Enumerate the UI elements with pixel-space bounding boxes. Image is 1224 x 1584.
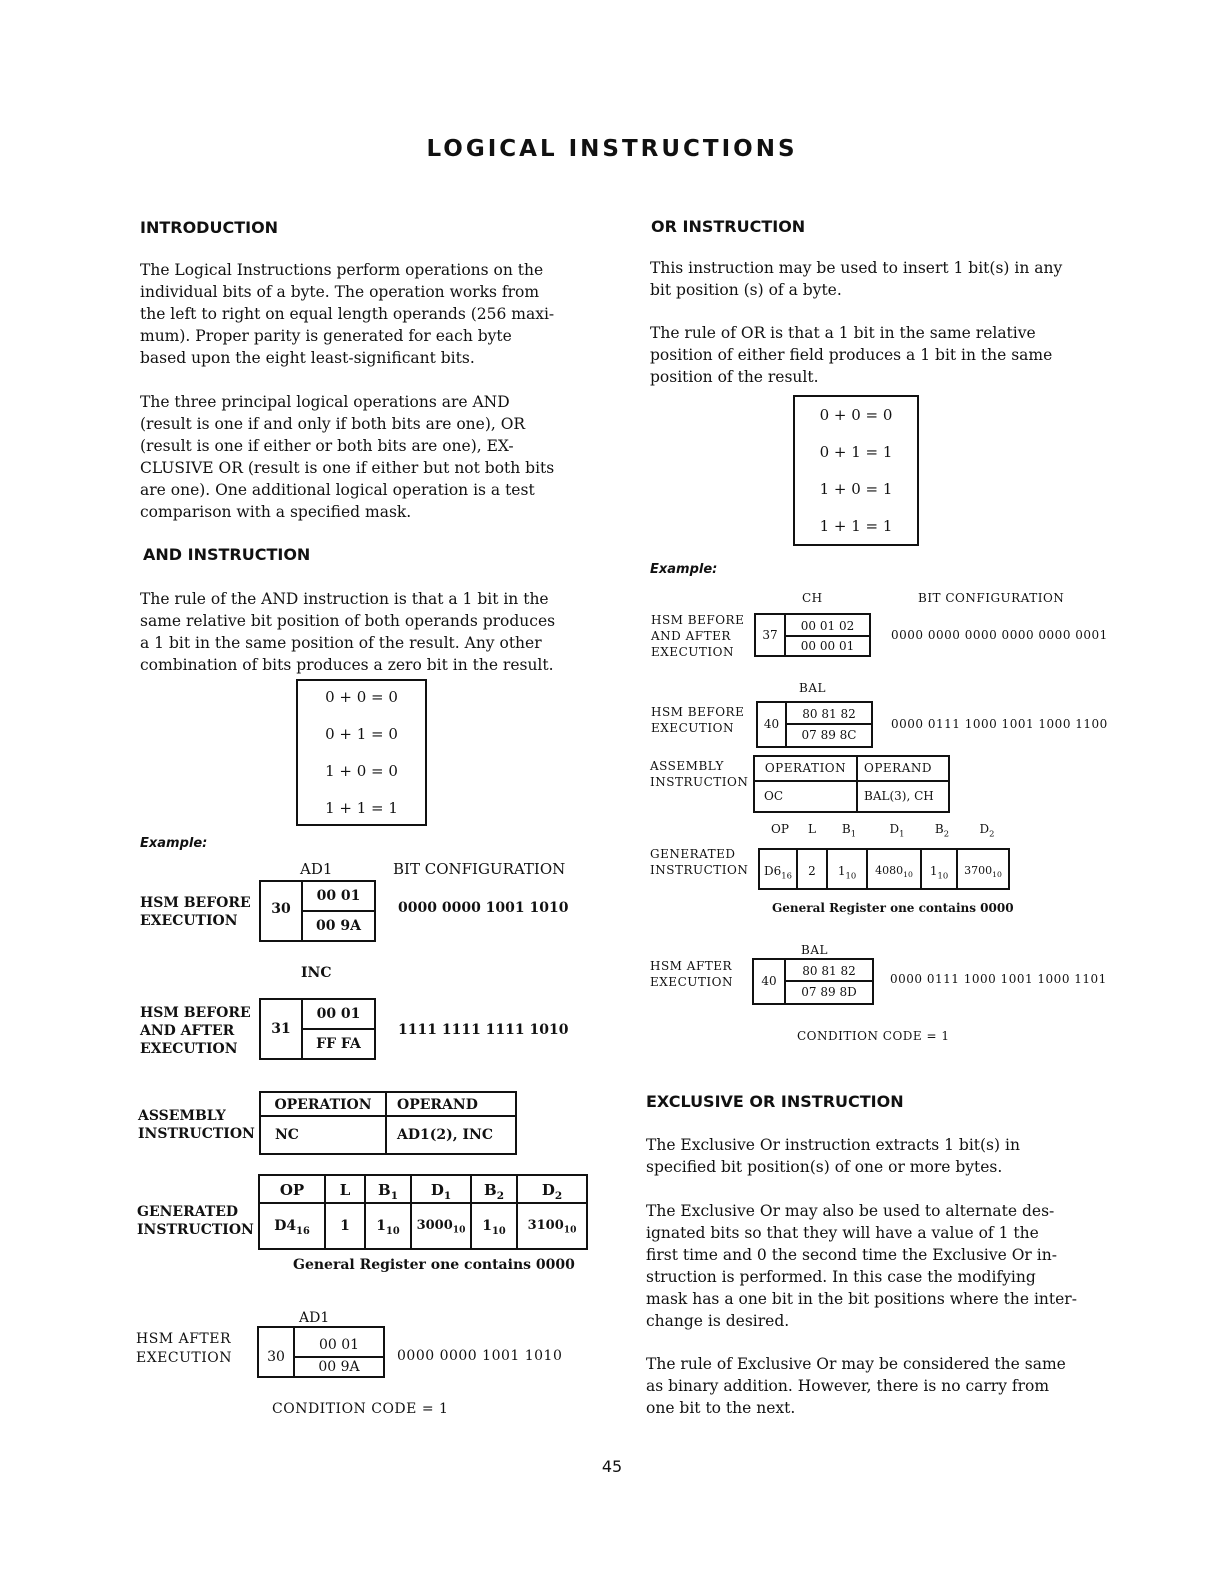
hsm-before-after-label: HSM BEFORE AND AFTER EXECUTION	[140, 1005, 251, 1057]
register-bottom: 07 89 8D	[801, 985, 857, 999]
or-paragraph-1: This instruction may be used to insert 1 bit(s) in any bit position (s) of a byte.	[650, 259, 1063, 299]
general-register-note: General Register one contains 0000	[772, 901, 1014, 915]
gen-header-op: OP	[771, 822, 789, 836]
gen-header-row	[756, 822, 1011, 842]
introduction-heading: INTRODUCTION	[140, 218, 279, 237]
generated-instruction-table	[758, 848, 1010, 890]
register-address: 40	[758, 703, 787, 746]
truth-row: 1 + 0 = 1	[819, 480, 893, 498]
register-top: 00 01	[295, 1328, 383, 1358]
hsm-after-label: HSM AFTER EXECUTION	[650, 959, 733, 989]
or-instruction-heading: OR INSTRUCTION	[651, 217, 806, 236]
and-instruction-heading: AND INSTRUCTION	[143, 545, 311, 564]
register-bottom: 00 9A	[316, 918, 361, 934]
gen-value-b2: $1_{10}$	[472, 1204, 518, 1248]
register-address: 31	[261, 1000, 303, 1058]
register-top: 80 81 82	[787, 703, 871, 725]
register-box	[259, 998, 376, 1060]
gen-value-b1: $1_{10}$	[366, 1204, 412, 1248]
bal-label: BAL	[801, 943, 828, 957]
register-top: 00 01	[303, 882, 374, 912]
register-bottom: 00 00 01	[800, 639, 855, 653]
ch-label: CH	[802, 591, 823, 605]
gen-value-l: 2	[798, 850, 828, 888]
bit-configuration-value: 0000 0111 1000 1001 1000 1101	[890, 972, 1107, 986]
xor-paragraph-1: The Exclusive Or instruction extracts 1 bit(s) in specified bit position(s) of one or more bytes.	[646, 1136, 1020, 1176]
assembly-operation-value: OC	[755, 782, 858, 811]
register-bottom: 00 9A	[318, 1359, 360, 1375]
gen-header-d2: $D_2$	[518, 1176, 586, 1204]
generated-instruction-label: GENERATED INSTRUCTION	[137, 1204, 254, 1238]
assembly-table	[259, 1091, 517, 1155]
ad1-label: AD1	[300, 860, 333, 878]
bit-configuration-value: 0000 0000 1001 1010	[398, 900, 569, 916]
gen-value-op: $D6_{16}$	[760, 850, 798, 888]
assembly-header-operation: OPERATION	[261, 1093, 387, 1117]
bit-configuration-label: BIT CONFIGURATION	[393, 860, 566, 878]
bit-configuration-value: 0000 0111 1000 1001 1000 1100	[891, 717, 1108, 731]
register-top: 80 81 82	[786, 960, 872, 982]
condition-code: CONDITION CODE = 1	[797, 1029, 950, 1043]
assembly-table	[753, 755, 950, 813]
register-box	[257, 1326, 385, 1378]
gen-header-d1: $D_1$	[412, 1176, 472, 1204]
bit-configuration-value: 1111 1111 1111 1010	[398, 1022, 569, 1038]
generated-instruction-table	[258, 1174, 588, 1250]
assembly-header-operand: OPERAND	[387, 1093, 515, 1117]
register-address: 30	[259, 1328, 295, 1376]
truth-row: 1 + 0 = 0	[325, 762, 398, 780]
intro-paragraph-2: The three principal logical operations are AND (result is one if and only if both bits are one), OR (result is one if either or both bits are one), EX- CLUSIVE OR (result is one if either but not both bits are one). One additional logical operation is a test comparison with a specified mask.	[140, 393, 555, 521]
and-paragraph: The rule of the AND instruction is that a 1 bit in the same relative bit position of both operands produces a 1 bit in the same position of the result. Any other combination of bits produces a zero bit in the result.	[140, 590, 556, 674]
register-bottom: FF FA	[316, 1036, 361, 1052]
assembly-operand-value: AD1(2), INC	[397, 1127, 493, 1143]
gen-header-b2: $B_2$	[934, 822, 950, 839]
register-box	[752, 958, 874, 1005]
register-top: 00 01 02	[786, 615, 869, 637]
register-box	[754, 613, 871, 657]
gen-header-l: L	[808, 822, 816, 836]
gen-value-b2: $1_{10}$	[922, 850, 958, 888]
bit-configuration-value: 0000 0000 1001 1010	[397, 1348, 563, 1364]
page-number: 45	[601, 1457, 623, 1476]
exclusive-or-heading: EXCLUSIVE OR INSTRUCTION	[646, 1092, 904, 1111]
hsm-before-label: HSM BEFORE EXECUTION	[140, 895, 251, 929]
generated-instruction-label: GENERATED INSTRUCTION	[650, 847, 749, 877]
register-address: 37	[756, 615, 786, 655]
gen-header-op: OP	[260, 1176, 326, 1204]
assembly-instruction-label: ASSEMBLY INSTRUCTION	[650, 759, 749, 789]
truth-row: 1 + 1 = 1	[819, 517, 893, 535]
assembly-header-operand: OPERAND	[858, 757, 948, 782]
assembly-instruction-label: ASSEMBLY INSTRUCTION	[138, 1108, 255, 1142]
register-address: 40	[754, 960, 786, 1003]
assembly-operand-value: BAL(3), CH	[864, 789, 934, 803]
assembly-header-operation: OPERATION	[755, 757, 858, 782]
xor-paragraph-2: The Exclusive Or may also be used to alternate des- ignated bits so that they will have a value of 1 the first time and 0 the second time the Exclusive Or in- struction is performed. In this case the modifying mask has a one bit in the bit positions where the inter- change is desired.	[646, 1202, 1077, 1330]
or-truth-table	[793, 395, 919, 546]
condition-code: CONDITION CODE = 1	[272, 1401, 449, 1417]
gen-header-d1: $D_1$	[889, 822, 905, 839]
inc-label: INC	[301, 965, 332, 981]
register-box	[756, 701, 873, 748]
assembly-operation-value: NC	[261, 1117, 387, 1153]
register-bottom: 07 89 8C	[801, 728, 857, 742]
page-title: LOGICAL INSTRUCTIONS	[426, 136, 798, 162]
gen-header-b1: $B_1$	[366, 1176, 412, 1204]
bit-configuration-label: BIT CONFIGURATION	[918, 591, 1065, 605]
or-paragraph-2: The rule of OR is that a 1 bit in the same relative position of either field produces a 1 bit in the same position of the result.	[650, 324, 1053, 386]
register-address: 30	[261, 882, 303, 940]
xor-paragraph-3: The rule of Exclusive Or may be considered the same as binary addition. However, there is no carry from one bit to the next.	[646, 1355, 1066, 1417]
gen-value-op: $D4_{16}$	[260, 1204, 326, 1248]
hsm-before-after-label: HSM BEFORE AND AFTER EXECUTION	[651, 613, 745, 659]
truth-row: 0 + 1 = 0	[325, 725, 398, 743]
gen-header-b2: $B_2$	[472, 1176, 518, 1204]
truth-row: 0 + 0 = 0	[819, 406, 893, 424]
bal-label: BAL	[799, 681, 826, 695]
gen-value-d1: $3000_{10}$	[412, 1204, 472, 1248]
and-truth-table	[296, 679, 427, 826]
gen-value-d1: $4080_{10}$	[868, 850, 922, 888]
general-register-note: General Register one contains 0000	[293, 1257, 575, 1273]
example-label: Example:	[140, 836, 208, 851]
example-label: Example:	[650, 562, 718, 577]
gen-value-b1: $1_{10}$	[828, 850, 868, 888]
gen-header-b1: $B_1$	[841, 822, 857, 839]
gen-header-l: L	[326, 1176, 366, 1204]
intro-paragraph-1: The Logical Instructions perform operations on the individual bits of a byte. The operation works from the left to right on equal length operands (256 maxi- mum). Proper parity is generated for each byte based upon the eight least-significant bits.	[140, 261, 555, 367]
gen-value-d2: $3100_{10}$	[527, 1218, 577, 1236]
gen-header-d2: $D_2$	[979, 822, 995, 839]
gen-value-l: 1	[326, 1204, 366, 1248]
gen-value-d2: $3700_{10}$	[964, 864, 1002, 880]
hsm-before-label: HSM BEFORE EXECUTION	[651, 705, 745, 735]
truth-row: 1 + 1 = 1	[325, 799, 398, 817]
register-top: 00 01	[303, 1000, 374, 1030]
truth-row: 0 + 1 = 1	[819, 443, 893, 461]
register-box	[259, 880, 376, 942]
hsm-after-label: HSM AFTER EXECUTION	[136, 1331, 233, 1366]
bit-configuration-value: 0000 0000 0000 0000 0000 0001	[891, 628, 1108, 642]
truth-row: 0 + 0 = 0	[325, 688, 398, 706]
ad1-label: AD1	[299, 1310, 330, 1326]
